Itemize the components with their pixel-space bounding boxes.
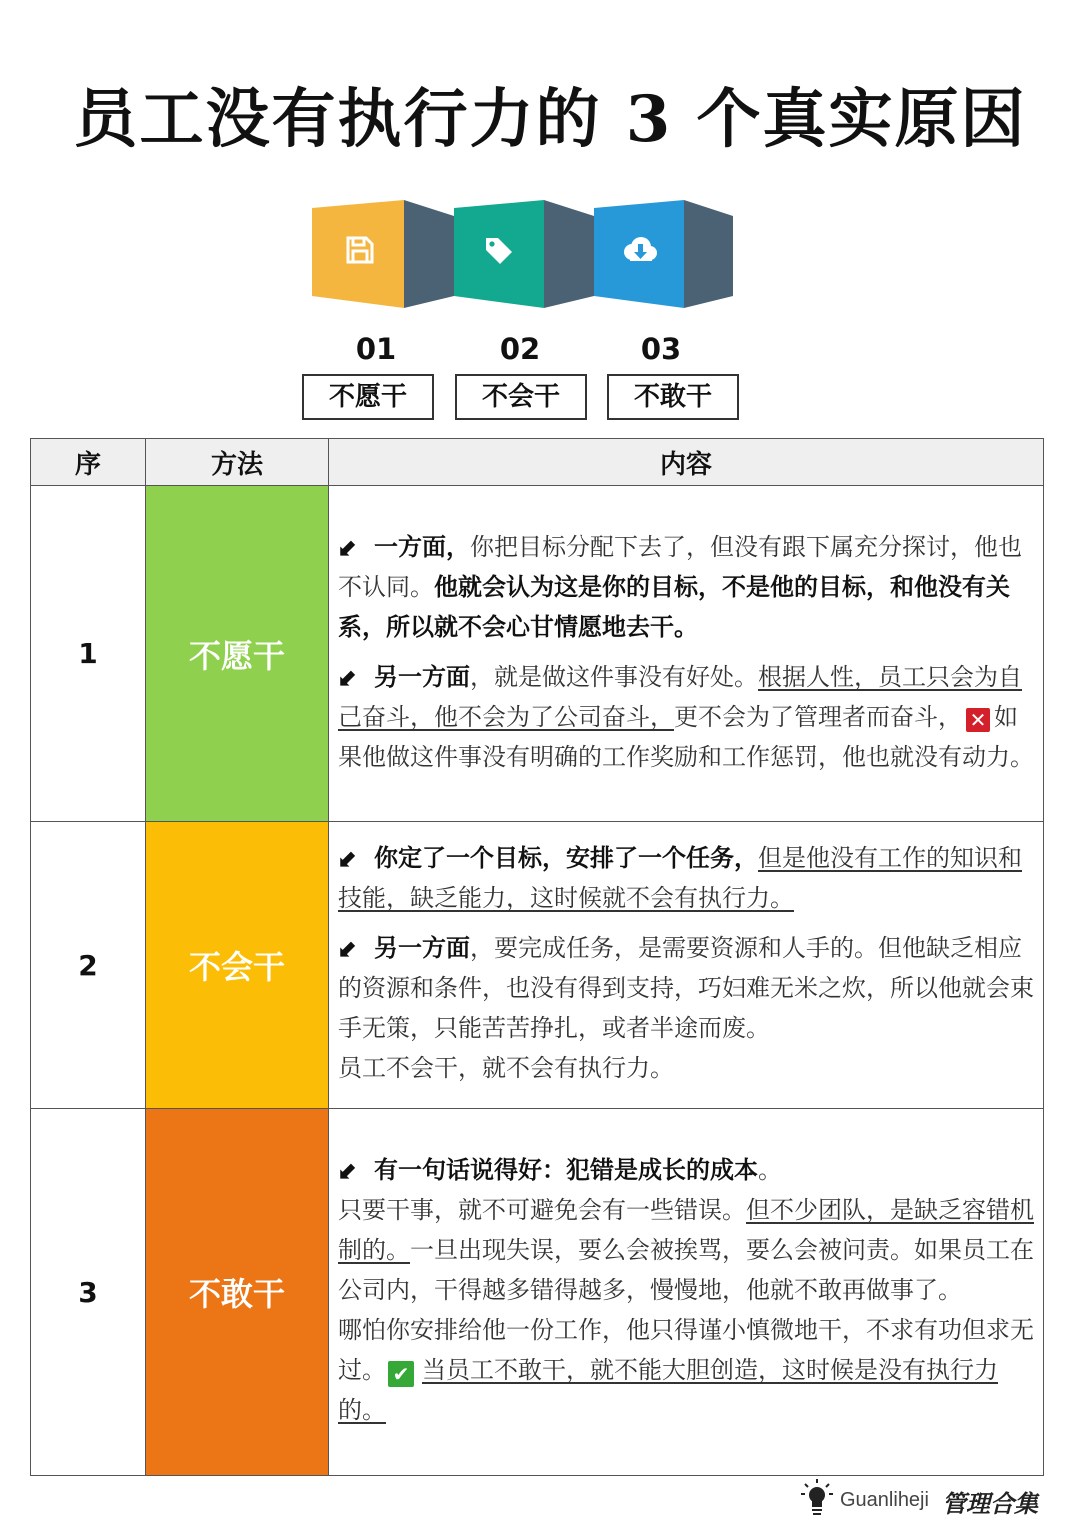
text-underlined: 但不少团队，是缺乏容错机制的。 <box>338 1196 1034 1264</box>
step-number-1: 01 <box>355 332 397 366</box>
text: 一旦出现失误，要么会被挨骂，要么会被问责。如果员工在公司内，干得越多错得越多，慢慢地，他就不敢再做事了。 <box>338 1236 1034 1304</box>
page-title: 员工没有执行力的 3 个真实原因 <box>73 82 1027 157</box>
row-seq: 1 <box>31 486 146 822</box>
step-panel-1 <box>312 200 404 308</box>
cross-mark-icon: ✕ <box>966 708 990 732</box>
step-label-2: 不会干 <box>455 374 587 420</box>
check-mark-icon: ✔ <box>388 1361 414 1387</box>
step-label-3: 不敢干 <box>607 374 739 420</box>
row-content <box>329 486 1044 822</box>
arrow-icon: ⬋ <box>338 844 359 872</box>
text-bold: 有一句话说得好：犯错是成长的成本 <box>374 1156 758 1184</box>
fold-panel-1 <box>404 200 454 308</box>
fold-panel-2 <box>544 200 594 308</box>
steps-ribbon <box>312 196 736 312</box>
row-method: 不敢干 <box>146 1109 329 1476</box>
text: 你把目标分配下去了，但没有跟下属充分探讨，他也不认同。 <box>338 532 1022 601</box>
text-bold: 他就会认为这是你的目标，不是他的目标，和他没有关系，所以就不会心甘情愿地去干。 <box>338 572 1010 641</box>
arrow-icon: ⬋ <box>338 934 359 962</box>
text: ，就是做这件事没有好处。 <box>470 662 758 691</box>
row-method: 不会干 <box>146 822 329 1109</box>
text: 更不会为了管理者而奋斗， <box>674 702 962 731</box>
table-row <box>31 1109 1044 1476</box>
text-underlined: 但是他没有工作的知识和技能，缺乏能力，这时候就不会有执行力。 <box>338 844 1022 912</box>
step-number-2: 02 <box>499 332 541 366</box>
text: 只要干事，就不可避免会有一些错误。 <box>338 1196 746 1224</box>
brand-english: Guanliheji <box>840 1489 929 1511</box>
footer-brand <box>800 1478 1040 1518</box>
row-seq: 2 <box>31 822 146 1109</box>
brand-chinese: 管理合集 <box>942 1489 1038 1518</box>
arrow-icon: ⬋ <box>338 1156 359 1184</box>
text-bold: 另一方面 <box>374 934 470 962</box>
arrow-icon: ⬋ <box>338 532 359 561</box>
lightbulb-icon <box>800 1478 834 1518</box>
text: 哪怕你安排给他一份工作，他只得谨小慎微地干，不求有功但求无过。 <box>338 1316 1034 1384</box>
table-header-row <box>31 439 1044 486</box>
text: 。 <box>758 1156 782 1184</box>
fold-panel-3 <box>684 200 733 308</box>
text-bold: 另一方面 <box>374 662 470 691</box>
reasons-table <box>30 438 1044 1476</box>
step-label-1: 不愿干 <box>302 374 434 420</box>
text-underlined: 根据人性，员工只会为自己奋斗，他不会为了公司奋斗， <box>338 662 1022 731</box>
header-seq: 序 <box>31 439 146 486</box>
header-method: 方法 <box>146 439 329 486</box>
text: ，要完成任务，是需要资源和人手的。但他缺乏相应的资源和条件，也没有得到支持，巧妇难无米之炊，所以他就会束手无策，只能苦苦挣扎，或者半途而废。 <box>338 934 1034 1042</box>
table-row <box>31 486 1044 822</box>
row-content <box>329 822 1044 1109</box>
row-content <box>329 1109 1044 1476</box>
table-row <box>31 822 1044 1109</box>
text-underlined: 当员工不敢干，就不能大胆创造，这时候是没有执行力的。 <box>338 1356 998 1424</box>
arrow-icon: ⬋ <box>338 662 359 691</box>
text-bold: 你定了一个目标，安排了一个任务， <box>374 844 758 872</box>
row-seq: 3 <box>31 1109 146 1476</box>
step-number-3: 03 <box>640 332 682 366</box>
header-content: 内容 <box>329 439 1044 486</box>
row-method: 不愿干 <box>146 486 329 822</box>
text-bold: 一方面， <box>374 532 470 561</box>
text: 员工不会干，就不会有执行力。 <box>338 1054 674 1082</box>
text: 如果他做这件事没有明确的工作奖励和工作惩罚，他也就没有动力。 <box>338 702 1034 771</box>
